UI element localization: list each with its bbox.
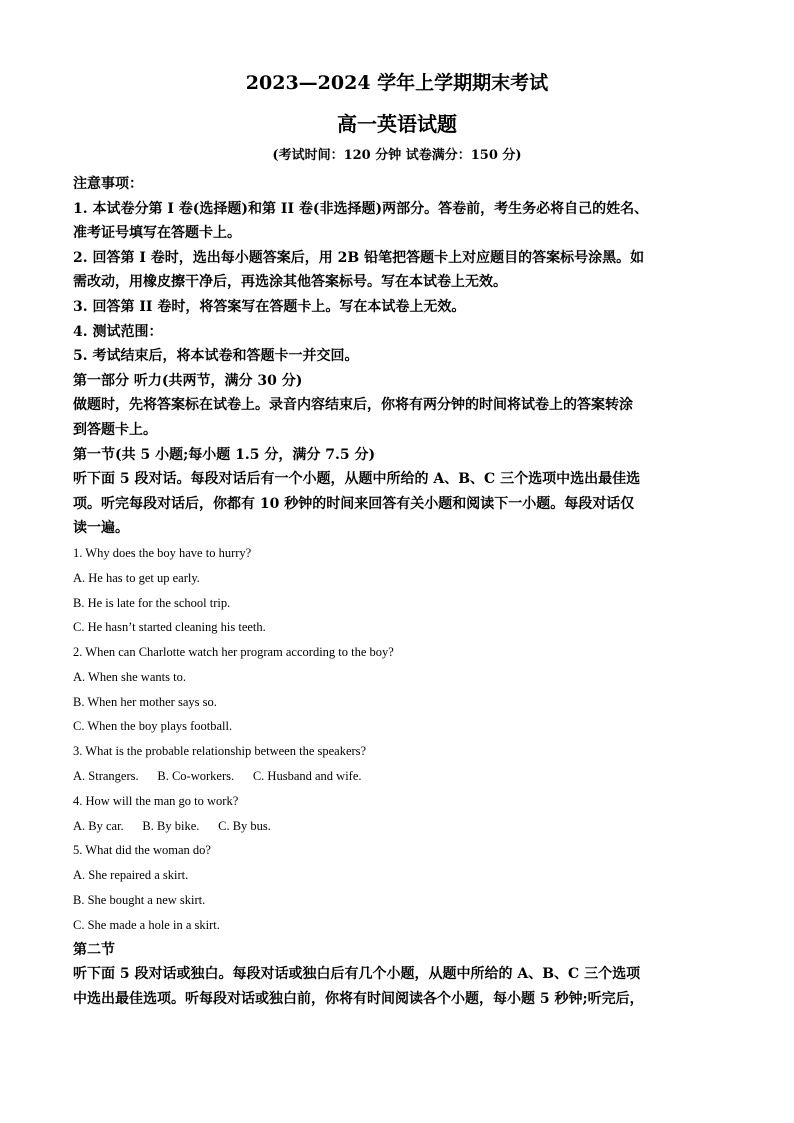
exam-title: 2023—2024 学年上学期期末考试 bbox=[245, 72, 549, 94]
notes-line: 准考证号填写在答题卡上。 bbox=[73, 225, 241, 242]
question-stem: 5. What did the woman do? bbox=[73, 843, 211, 858]
section2-heading: 第二节 bbox=[73, 941, 115, 958]
part1-instruction: 做题时，先将答案标在试卷上。录音内容结束后，你将有两分钟的时间将试卷上的答案转涂 bbox=[73, 397, 633, 414]
notes-line: 3. 回答第 II 卷时，将答案写在答题卡上。写在本试卷上无效。 bbox=[73, 298, 466, 315]
question-option: B. When her mother says so. bbox=[73, 694, 217, 709]
question-stem: 1. Why does the boy have to hurry? bbox=[73, 545, 252, 560]
exam-body bbox=[73, 172, 723, 1011]
section1-instruction: 读一遍。 bbox=[73, 520, 129, 537]
question-options-inline: A. Strangers. B. Co-workers. C. Husband and wife. bbox=[73, 769, 362, 784]
section1-heading: 第一节(共 5 小题;每小题 1.5 分，满分 7.5 分) bbox=[73, 446, 376, 463]
question-option: C. When the boy plays football. bbox=[73, 719, 233, 734]
notes-line: 1. 本试卷分第 I 卷(选择题)和第 II 卷(非选择题)两部分。答卷前，考生务必将自己的姓名、 bbox=[73, 200, 649, 217]
part1-heading: 第一部分 听力(共两节，满分 30 分) bbox=[73, 372, 303, 389]
notes-line: 5. 考试结束后，将本试卷和答题卡一并交回。 bbox=[73, 348, 359, 365]
question-option: A. She repaired a skirt. bbox=[73, 868, 189, 883]
exam-info: (考试时间：120 分钟 试卷满分：150 分) bbox=[272, 148, 522, 163]
notes-line: 需改动，用橡皮擦干净后，再选涂其他答案标号。写在本试卷上无效。 bbox=[73, 274, 507, 291]
section1-instruction: 项。听完每段对话后，你都有 10 秒钟的时间来回答有关小题和阅读下一小题。每段对话仅 bbox=[73, 495, 635, 512]
subject-title: 高一英语试题 bbox=[337, 112, 457, 136]
part1-instruction: 到答题卡上。 bbox=[73, 421, 157, 438]
question-option: B. She bought a new skirt. bbox=[73, 893, 206, 908]
question-option: C. He hasn’t started cleaning his teeth. bbox=[73, 620, 266, 635]
section2-instruction: 听下面 5 段对话或独白。每段对话或独白后有几个小题，从题中所给的 A、B、C 三个选项 bbox=[73, 966, 641, 983]
notes-line: 2. 回答第 I 卷时，选出每小题答案后，用 2B 铅笔把答题卡上对应题目的答案标号涂黑。如 bbox=[73, 249, 645, 266]
section2-instruction: 中选出最佳选项。听每段对话或独白前，你将有时间阅读各个小题，每小题 5 秒钟;听完后， bbox=[73, 990, 644, 1007]
question-option: B. He is late for the school trip. bbox=[73, 595, 231, 610]
question-option: A. He has to get up early. bbox=[73, 570, 200, 585]
question-options-inline: A. By car. B. By bike. C. By bus. bbox=[73, 818, 271, 833]
section1-instruction: 听下面 5 段对话。每段对话后有一个小题，从题中所给的 A、B、C 三个选项中选出最佳选 bbox=[73, 471, 641, 488]
notes-heading: 注意事项： bbox=[73, 176, 143, 192]
notes-line: 4. 测试范围： bbox=[73, 323, 163, 340]
question-stem: 3. What is the probable relationship between the speakers? bbox=[73, 744, 367, 759]
question-stem: 4. How will the man go to work? bbox=[73, 793, 239, 808]
question-option: A. When she wants to. bbox=[73, 669, 186, 684]
question-option: C. She made a hole in a skirt. bbox=[73, 917, 220, 932]
question-stem: 2. When can Charlotte watch her program according to the boy? bbox=[73, 645, 394, 660]
